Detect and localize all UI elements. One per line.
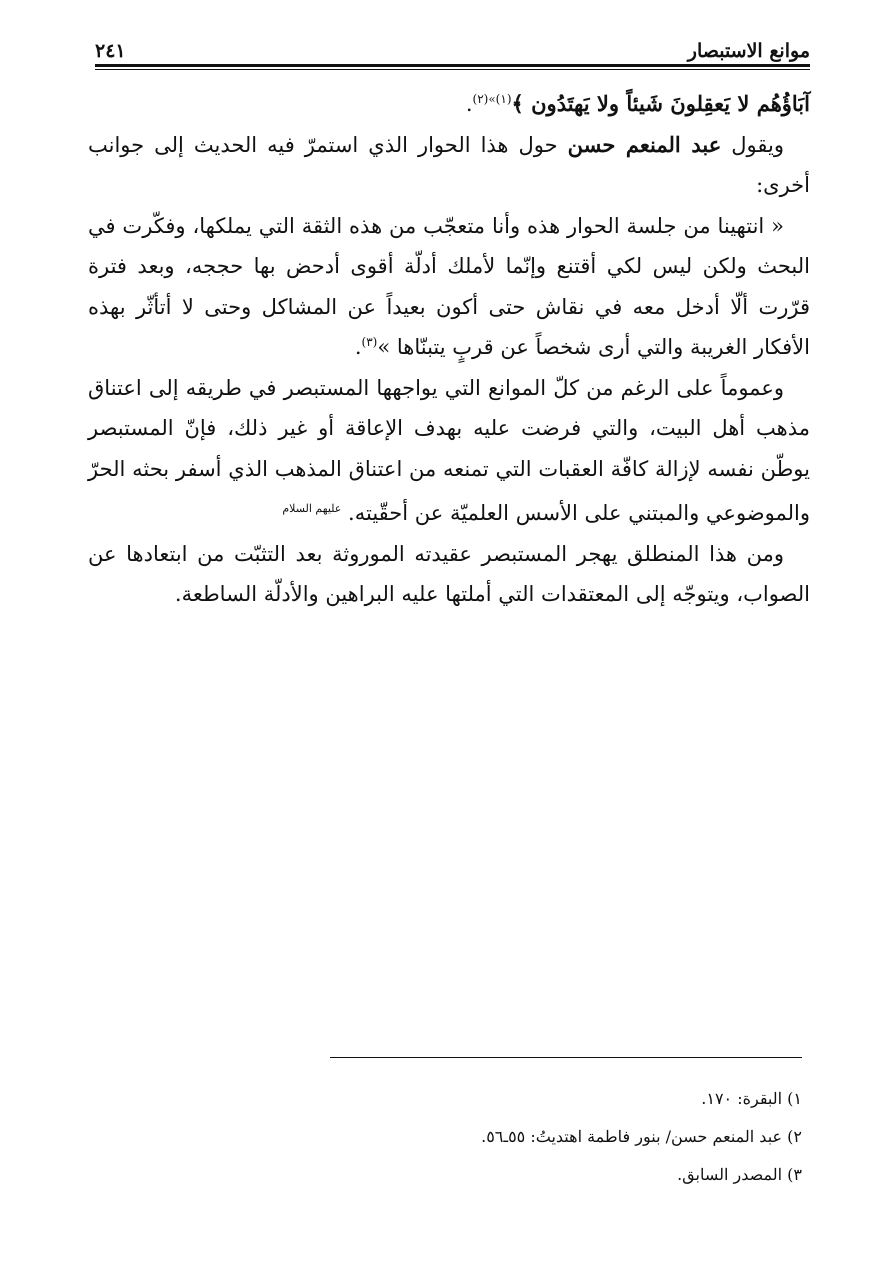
paragraph-general: وعموماً على الرغم من كلّ الموانع التي يواجهها المستبصر في طريقه إلى اعتناق مذهب أهل البيت، والتي فرضت عليه بهدف الإعاقة أو غير ذلك، فإنّ المستبصر يوطّن نفسه لإزالة كافّة العقبات التي تمنعه من اعتناق المذهب الذي أسفر بحثه الحرّ والموضوعي والمبتني على الأسس العلميّة عن أحقّيته. $^{عليهم السلام}$ — [88, 375, 810, 525]
footnote-1: ١) البقرة: ١٧٠. — [701, 1089, 802, 1108]
verse-continuation: آبَاؤُهُم لا يَعقِلونَ شَيئاً ولا يَهتَدُون ﴾$^{(١)»(٢)}$. — [465, 91, 810, 116]
header-rule-thin — [95, 69, 810, 70]
page-number: ٢٤١ — [95, 40, 126, 62]
footnote-2: ٢) عبد المنعم حسن/ بنور فاطمة اهتديتُ: ٥٥ـ٥٦. — [481, 1127, 802, 1146]
paragraph-conclusion: ومن هذا المنطلق يهجر المستبصر عقيدته الموروثة بعد التثبّت من ابتعادها عن الصواب، ويتوجّه إلى المعتقدات التي أملتها عليه البراهين والأدلّة الساطعة. — [88, 541, 810, 606]
running-title: موانع الاستبصار — [687, 40, 810, 62]
paragraph-intro: ويقول عبد المنعم حسن حول هذا الحوار الذي استمرّ فيه الحديث إلى جوانب أخرى: — [88, 131, 810, 197]
quran-verse: آبَاؤُهُم لا يَعقِلونَ شَيئاً ولا يَهتَدُون ﴾ — [511, 91, 810, 116]
quote-text: « انتهينا من جلسة الحوار هذه وأنا متعجّب من هذه الثقة التي يملكها، وفكّرت في البحث ولكن ليس لكي أقتنع وإنّما لأملك أدلّة أقوى أدحض بها حججه، وبعد فترة قرّرت ألّا أدخل معه في نقاش حتى أكون بعيداً عن المشاكل وحتى لا أتأثّر بهذه الأفكار الغريبة والتي أرى شخصاً عن قربٍ يتبنّاها » — [88, 213, 810, 359]
footnotes — [330, 1080, 802, 1194]
footnote-3: ٣) المصدر السابق. — [677, 1165, 802, 1184]
header-rule-thick — [95, 64, 810, 67]
quote-paragraph: « انتهينا من جلسة الحوار هذه وأنا متعجّب من هذه الثقة التي يملكها، وفكّرت في البحث ولكن ليس لكي أقتنع وإنّما لأملك أدلّة أقوى أدحض بها حججه، وبعد فترة قرّرت ألّا أدخل معه في نقاش حتى أكون بعيداً عن المشاكل وحتى لا أتأثّر بهذه الأفكار الغريبة والتي أرى شخصاً عن قربٍ يتبنّاها »$^{(٣)}$. — [88, 213, 810, 359]
author-name: عبد المنعم حسن — [567, 131, 722, 157]
footnote-separator — [330, 1057, 802, 1058]
footnote-ref: (٣) — [361, 335, 378, 349]
footnote-ref: (١)»(٢) — [472, 92, 512, 106]
page-header — [95, 28, 810, 62]
body-text — [88, 84, 810, 615]
honorific: عليهم السلام — [282, 502, 342, 515]
